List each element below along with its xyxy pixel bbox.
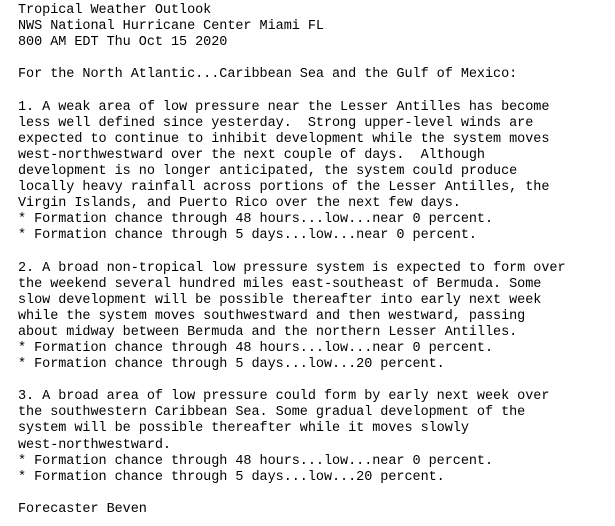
system-1-section: [18, 100, 610, 245]
forecaster-signature: Forecaster Beven: [18, 501, 147, 517]
system-2-chance-5d: * Formation chance through 5 days...low...20 percent.: [18, 357, 445, 373]
document-title: Tropical Weather Outlook: [18, 3, 212, 18]
system-1-text-line: 1. A weak area of low pressure near the Lesser Antilles has become: [18, 99, 550, 115]
system-3-text-line: 3. A broad area of low pressure could form by early next week over: [18, 389, 550, 405]
system-2-chance-48h: * Formation chance through 48 hours...low...near 0 percent.: [18, 340, 494, 356]
system-1-chance-5d: * Formation chance through 5 days...low...near 0 percent.: [18, 228, 477, 244]
system-3-chance-5d: * Formation chance through 5 days...low...20 percent.: [18, 469, 445, 485]
region-statement: For the North Atlantic...Caribbean Sea and the Gulf of Mexico:: [18, 67, 518, 83]
system-1-text-line: west-northwestward over the next couple of days. Although: [18, 147, 485, 163]
system-1-text-line: Virgin Islands, and Puerto Rico over the next few days.: [18, 196, 461, 212]
system-2-text-line: 2. A broad non-tropical low pressure system is expected to form over: [18, 260, 566, 276]
system-3-text-line: the southwestern Caribbean Sea. Some gradual development of the: [18, 405, 526, 421]
system-3-chance-48h: * Formation chance through 48 hours...low...near 0 percent.: [18, 453, 494, 469]
system-3-section: [18, 389, 610, 486]
system-2-section: [18, 261, 610, 374]
spacer: [18, 244, 610, 260]
system-1-chance-48h: * Formation chance through 48 hours...low...near 0 percent.: [18, 212, 494, 228]
system-3-text-line: west-northwestward.: [18, 437, 171, 453]
system-1-text-line: expected to continue to inhibit development while the system moves: [18, 131, 550, 147]
spacer: [18, 51, 610, 67]
issue-time: 800 AM EDT Thu Oct 15 2020: [18, 35, 228, 51]
system-1-text-line: locally heavy rainfall across portions of the Lesser Antilles, the: [18, 180, 550, 196]
system-2-text-line: while the system moves southwestward and then westward, passing: [18, 308, 526, 324]
system-1-text-line: less well defined since yesterday. Strong upper-level winds are: [18, 115, 534, 131]
spacer: [18, 373, 610, 389]
spacer: [18, 83, 610, 99]
system-2-text-line: the weekend several hundred miles east-southeast of Bermuda. Some: [18, 276, 542, 292]
system-2-text-line: about midway between Bermuda and the northern Lesser Antilles.: [18, 324, 518, 340]
system-1-text-line: development is no longer anticipated, the system could produce: [18, 163, 518, 179]
weather-outlook-document: [18, 3, 610, 523]
spacer: [18, 486, 610, 502]
system-3-text-line: system will be possible thereafter while it moves slowly: [18, 421, 469, 437]
issuing-office: NWS National Hurricane Center Miami FL: [18, 19, 324, 35]
system-2-text-line: slow development will be possible thereafter into early next week: [18, 292, 542, 308]
